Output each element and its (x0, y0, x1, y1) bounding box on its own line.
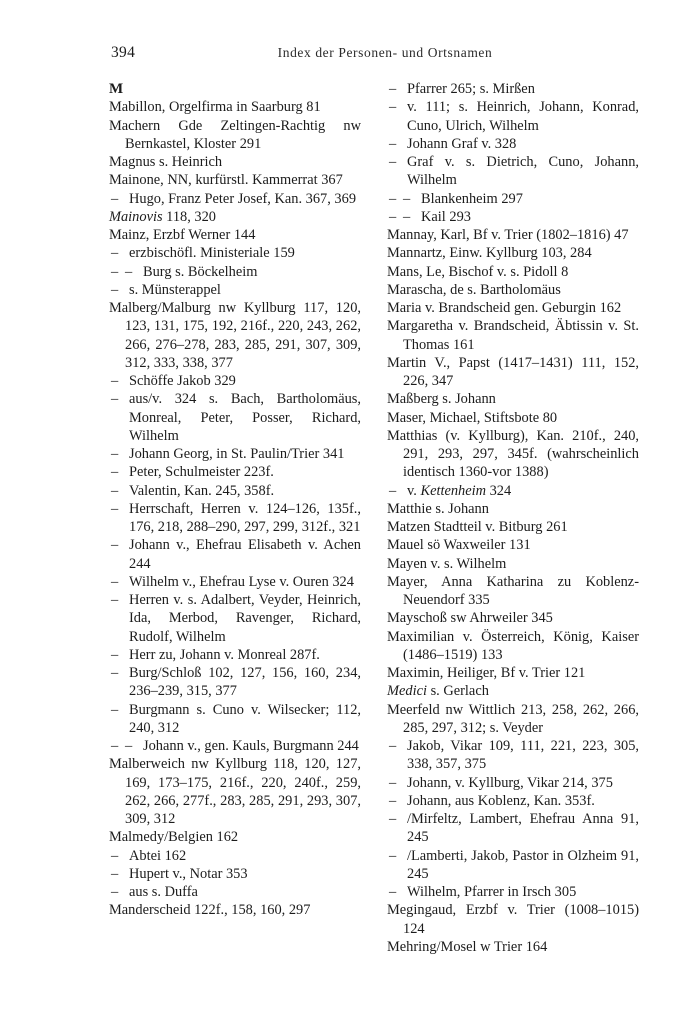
entry-text: Maria v. Brandscheid gen. Geburgin 162 (387, 300, 622, 316)
index-entry (109, 299, 361, 372)
index-entry (387, 518, 639, 536)
index-entry (387, 427, 639, 482)
entry-text: aus s. Duffa (129, 884, 198, 900)
entry-text: Burg s. Böckelheim (143, 263, 258, 280)
subentry-dash (111, 244, 125, 262)
index-entry (387, 664, 639, 682)
entry-text: Maximilian v. Österreich, König, Kaiser (1486–1519) 133 (387, 628, 639, 663)
subentry-dash (111, 701, 125, 719)
subentry-dash (111, 445, 125, 463)
index-subentry (109, 646, 361, 664)
index-subentry (109, 573, 361, 591)
subentry-dash (389, 810, 403, 828)
index-subentry (109, 281, 361, 299)
index-subentry (387, 810, 639, 847)
entry-text: Kail 293 (421, 208, 471, 225)
entry-text: Malberweich nw Kyllburg 118, 120, 127, 169, 173–175, 216f., 220, 240f., 259, 262, 266, 277f., 283, 285, 291, 293, 307, 309, 312 (109, 756, 361, 827)
index-entry (387, 281, 639, 299)
entry-text: Mayer, Anna Katharina zu Koblenz-Neuendorf 335 (387, 573, 639, 608)
index-entry (109, 117, 361, 154)
entry-text: Pfarrer 265; s. Mirßen (407, 81, 535, 97)
entry-text: s. Münsterappel (129, 281, 221, 298)
index-entry (387, 263, 639, 281)
subentry-dash (403, 190, 415, 208)
entry-text: Mayschoß sw Ahrweiler 345 (387, 610, 553, 627)
entry-text: Valentin, Kan. 245, 358f. (129, 482, 275, 499)
index-entry (387, 390, 639, 408)
subentry-dash (111, 500, 125, 518)
entry-text: Wilhelm v., Ehefrau Lyse v. Ouren 324 (129, 573, 354, 590)
index-entry (387, 536, 639, 554)
index-subentry (109, 263, 361, 281)
index-subentry (109, 536, 361, 573)
entry-text: Mayen v. s. Wilhelm (387, 555, 507, 572)
entry-text: Matthie s. Johann (387, 500, 489, 517)
subentry-dash (389, 135, 403, 153)
entry-text: Mainz, Erzbf Werner 144 (109, 227, 256, 243)
subentry-dash (125, 737, 137, 755)
entry-prefix: v. (407, 482, 421, 499)
index-entry (109, 98, 361, 116)
entry-text: Herren v. s. Adalbert, Veyder, Heinrich, Ida, Merbod, Ravenger, Richard, Rudolf, Wilhelm (129, 592, 361, 645)
index-subentry (109, 445, 361, 463)
entry-text: Blankenheim 297 (421, 190, 523, 207)
entry-text: Johann v., Ehefrau Elisabeth v. Achen 244 (129, 537, 361, 572)
entry-text: Matzen Stadtteil v. Bitburg 261 (387, 519, 568, 535)
index-subentry (109, 500, 361, 537)
index-entry (387, 609, 639, 627)
subentry-dash (111, 646, 125, 664)
index-subentry (387, 80, 639, 98)
index-subentry (387, 883, 639, 901)
index-subentry (109, 737, 361, 755)
entry-text: Schöffe Jakob 329 (129, 373, 236, 389)
index-subentry (109, 865, 361, 883)
subentry-dash (389, 80, 403, 98)
index-entry (109, 755, 361, 828)
index-column-right (387, 80, 639, 956)
index-entry (387, 409, 639, 427)
entry-text: Marascha, de s. Bartholomäus (387, 281, 561, 298)
index-entry (387, 555, 639, 573)
index-entry (109, 171, 361, 189)
entry-text: Johann Graf v. 328 (407, 135, 517, 152)
index-subentry (109, 664, 361, 701)
entry-text: Maßberg s. Johann (387, 391, 496, 408)
entry-italic-term: Kettenheim (420, 482, 487, 499)
entry-text: Mehring/Mosel w Trier 164 (387, 938, 548, 955)
entry-text: s. Gerlach (426, 683, 489, 700)
entry-text: Jakob, Vikar 109, 111, 221, 223, 305, 338, 357, 375 (407, 738, 639, 773)
subentry-dash (389, 774, 403, 792)
entry-text: Herr zu, Johann v. Monreal 287f. (129, 646, 320, 663)
entry-text: Matthias (v. Kyllburg), Kan. 210f., 240, 291, 293, 297, 345f. (wahrscheinlich identisch 1360-vor 1388) (387, 427, 639, 481)
subentry-dash (111, 847, 125, 865)
entry-text: Johann, v. Kyllburg, Vikar 214, 375 (407, 774, 613, 791)
index-subentry (109, 244, 361, 262)
subentry-dash (389, 737, 403, 755)
subentry-dash (125, 263, 137, 281)
index-entry (109, 828, 361, 846)
index-entry (387, 226, 639, 244)
entry-text: Manderscheid 122f., 158, 160, 297 (109, 902, 311, 919)
index-subentry (387, 792, 639, 810)
index-entry (387, 500, 639, 518)
subentry-dash (389, 153, 403, 171)
subentry-dash (111, 463, 125, 481)
entry-text: Mauel sö Waxweiler 131 (387, 537, 531, 554)
index-entry (387, 938, 639, 956)
index-subentry (109, 390, 361, 445)
subentry-dash (389, 883, 403, 901)
index-subentry (109, 463, 361, 481)
index-entry (387, 901, 639, 938)
index-subentry (387, 774, 639, 792)
entry-text: Hupert v., Notar 353 (129, 865, 248, 882)
page-number: 394 (111, 44, 136, 61)
entry-italic-term: Mainovis (109, 208, 163, 225)
entry-text: Magnus s. Heinrich (109, 154, 223, 170)
subentry-dash (111, 865, 125, 883)
subentry-dash (403, 208, 415, 226)
entry-text: Abtei 162 (129, 847, 187, 864)
index-subentry (109, 701, 361, 738)
index-entry (387, 317, 639, 354)
index-subentry (387, 135, 639, 153)
entry-text: Mannartz, Einw. Kyllburg 103, 284 (387, 245, 592, 262)
entry-text: Burgmann s. Cuno v. Wilsecker; 112, 240, 312 (129, 701, 361, 736)
subentry-dash (111, 737, 125, 755)
entry-text: Maser, Michael, Stiftsbote 80 (387, 409, 558, 426)
entry-text: Mabillon, Orgelfirma in Saarburg 81 (109, 99, 321, 116)
entry-text: Peter, Schulmeister 223f. (129, 464, 274, 481)
index-entry (109, 226, 361, 244)
index-entry (387, 573, 639, 610)
entry-text: Mannay, Karl, Bf v. Trier (1802–1816) 47 (387, 227, 629, 243)
subentry-dash (389, 482, 403, 500)
index-subentry (387, 190, 639, 208)
index-subentry (109, 847, 361, 865)
index-subentry (387, 208, 639, 226)
entry-text: Johann v., gen. Kauls, Burgmann 244 (143, 738, 359, 754)
subentry-dash (111, 664, 125, 682)
subentry-dash (389, 847, 403, 865)
entry-text: Mans, Le, Bischof v. s. Pidoll 8 (387, 263, 569, 280)
entry-text: aus/v. 324 s. Bach, Bartholomäus, Monreal, Peter, Posser, Richard, Wilhelm (129, 391, 361, 444)
entry-text: Meerfeld nw Wittlich 213, 258, 262, 266, 285, 297, 312; s. Veyder (387, 701, 639, 736)
entry-text: Herrschaft, Herren v. 124–126, 135f., 176, 218, 288–290, 297, 299, 312f., 321 (129, 500, 361, 535)
index-subentry (387, 98, 639, 135)
index-entry (109, 901, 361, 919)
index-entry (387, 701, 639, 738)
entry-text: Johann Georg, in St. Paulin/Trier 341 (129, 446, 345, 462)
subentry-dash (111, 372, 125, 390)
index-subentry (109, 883, 361, 901)
entry-text: 324 (486, 482, 512, 499)
entry-text: erzbischöfl. Ministeriale 159 (129, 245, 295, 262)
index-column-left (109, 80, 361, 920)
entry-text: Megingaud, Erzbf v. Trier (1008–1015) 124 (387, 902, 639, 937)
entry-text: Margaretha v. Brandscheid, Äbtissin v. St. Thomas 161 (387, 318, 639, 353)
entry-text: Maximin, Heiliger, Bf v. Trier 121 (387, 665, 586, 681)
subentry-dash (111, 190, 125, 208)
entry-italic-term: Medici (387, 683, 427, 700)
subentry-dash (389, 208, 403, 226)
index-subentry (387, 153, 639, 190)
index-subentry (109, 190, 361, 208)
index-subentry (387, 737, 639, 774)
index-subentry (387, 482, 639, 500)
entry-text: Burg/Schloß 102, 127, 156, 160, 234, 236–239, 315, 377 (129, 665, 361, 700)
index-entry (109, 208, 361, 226)
subentry-dash (111, 482, 125, 500)
subentry-dash (111, 883, 125, 901)
subentry-dash (111, 536, 125, 554)
entry-text: Malberg/Malburg nw Kyllburg 117, 120, 123, 131, 175, 192, 216f., 220, 243, 262, 266, 276–278, 283, 285, 291, 307, 309, 312, 333, 338, 377 (109, 300, 361, 371)
subentry-dash (111, 573, 125, 591)
entry-text: Hugo, Franz Peter Josef, Kan. 367, 369 (129, 190, 357, 207)
index-entry (387, 299, 639, 317)
subentry-dash (389, 98, 403, 116)
subentry-dash (111, 591, 125, 609)
index-subentry (109, 372, 361, 390)
entry-text: Machern Gde Zeltingen-Rachtig nw Bernkastel, Kloster 291 (109, 117, 361, 152)
entry-text: 118, 320 (162, 208, 216, 225)
index-subentry (109, 591, 361, 646)
entry-text: Wilhelm, Pfarrer in Irsch 305 (407, 884, 577, 900)
section-letter: M (109, 81, 124, 97)
index-subentry (387, 847, 639, 884)
entry-text: /Mirfeltz, Lambert, Ehefrau Anna 91, 245 (407, 811, 639, 846)
entry-text: Martin V., Papst (1417–1431) 111, 152, 226, 347 (387, 354, 639, 389)
index-entry (387, 682, 639, 700)
index-subentry (109, 482, 361, 500)
entry-text: Johann, aus Koblenz, Kan. 353f. (407, 792, 595, 809)
subentry-dash (111, 390, 125, 408)
entry-text: v. 111; s. Heinrich, Johann, Konrad, Cuno, Ulrich, Wilhelm (407, 99, 639, 134)
index-entry (387, 354, 639, 391)
subentry-dash (389, 792, 403, 810)
index-entry (387, 244, 639, 262)
running-title: Index der Personen- und Ortsnamen (277, 45, 493, 60)
index-entry (109, 153, 361, 171)
entry-text: /Lamberti, Jakob, Pastor in Olzheim 91, 245 (407, 847, 639, 882)
entry-text: Malmedy/Belgien 162 (109, 829, 239, 846)
entry-text: Graf v. s. Dietrich, Cuno, Johann, Wilhelm (407, 154, 639, 189)
subentry-dash (111, 281, 125, 299)
entry-text: Mainone, NN, kurfürstl. Kammerrat 367 (109, 172, 343, 189)
index-entry (387, 628, 639, 665)
subentry-dash (389, 190, 403, 208)
subentry-dash (111, 263, 125, 281)
